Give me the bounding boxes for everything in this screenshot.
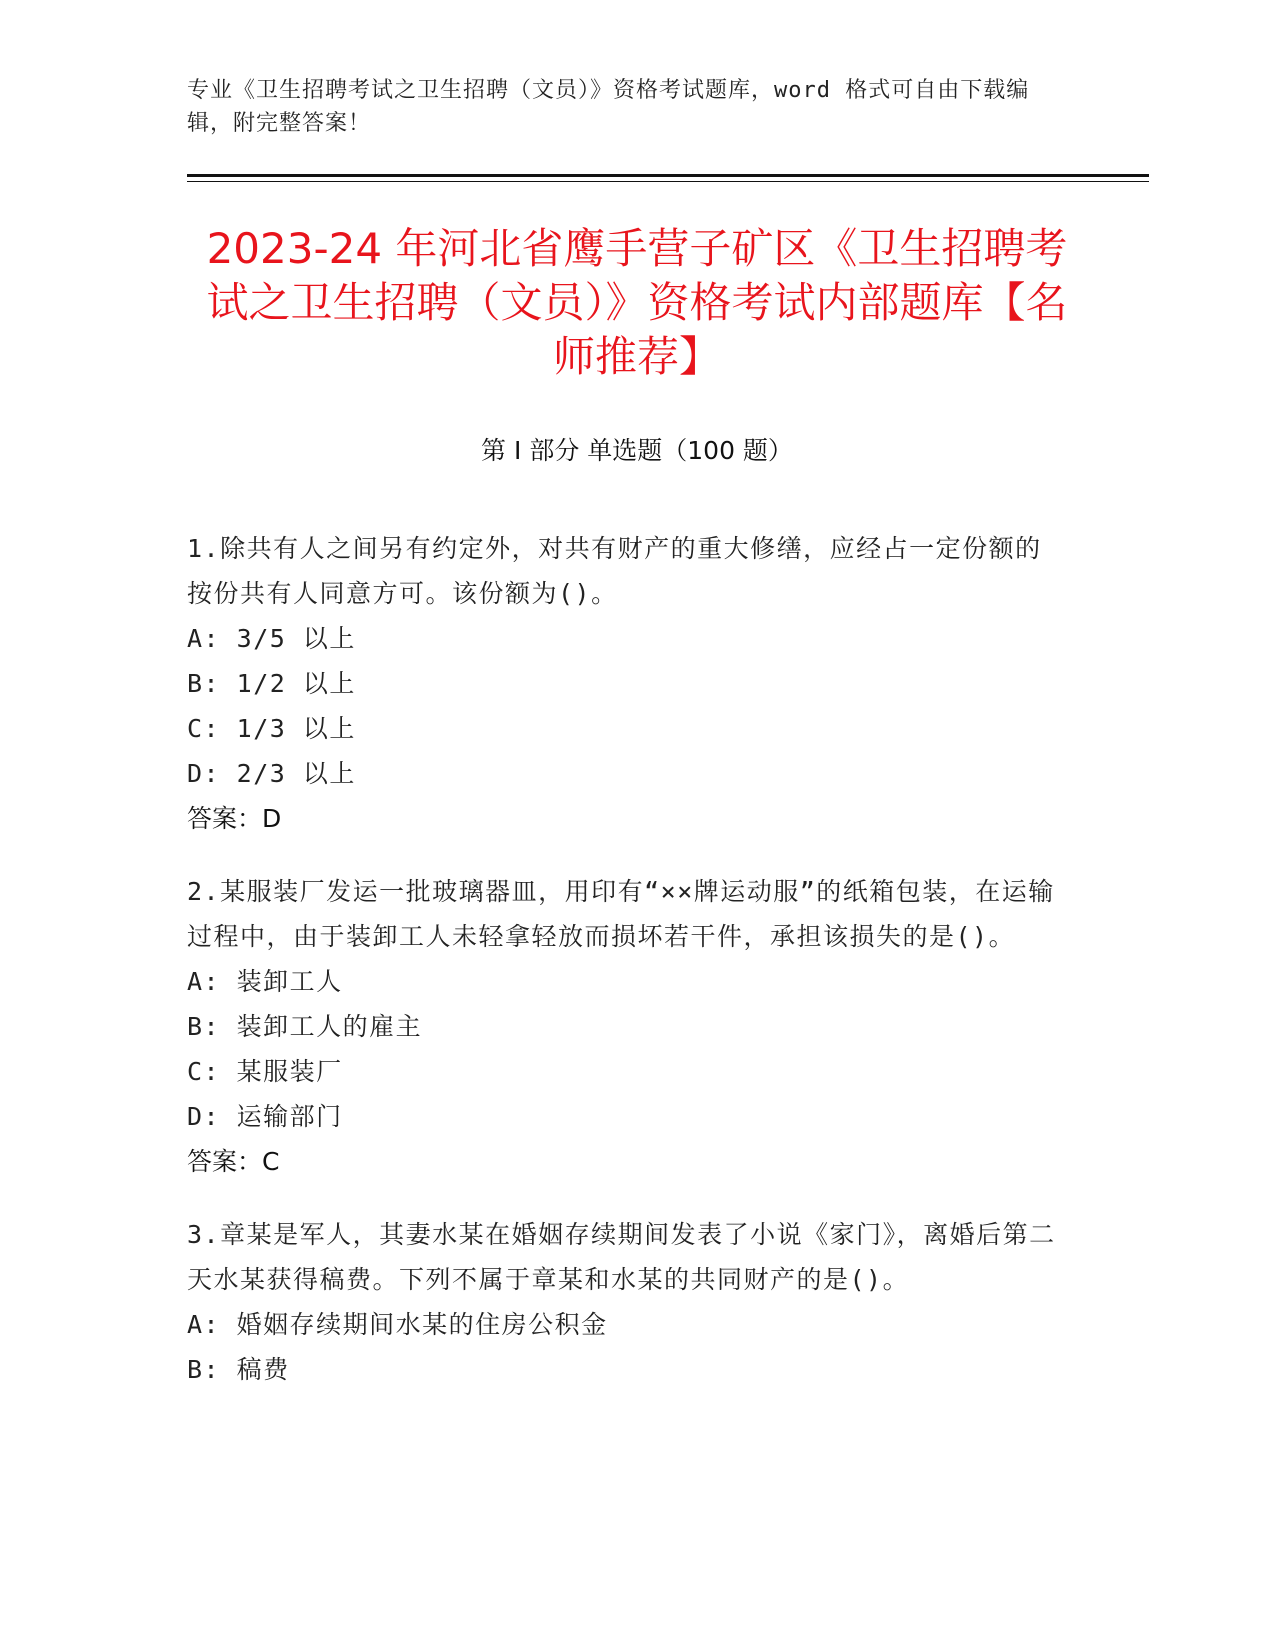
option-c: C: 1/3 以上 [187,714,356,743]
section-heading: 第 I 部分 单选题（100 题） [481,436,793,465]
option-d: D: 运输部门 [187,1102,343,1131]
option-b: B: 装卸工人的雇主 [187,1012,423,1041]
document-title: 2023-24 年河北省鹰手营子矿区《卫生招聘考试之卫生招聘（文员）》资格考试内部题库【名师推荐】 [206,224,1068,381]
question-3 [187,1212,1067,1392]
option-a: A: 3/5 以上 [187,624,356,653]
option-b: B: 1/2 以上 [187,669,356,698]
question-stem: 2.某服装厂发运一批玻璃器皿，用印有“××牌运动服”的纸箱包装，在运输过程中，由于装卸工人未轻拿轻放而损坏若干件，承担该损失的是()。 [187,877,1055,951]
option-b: B: 稿费 [187,1355,290,1384]
header-note: 专业《卫生招聘考试之卫生招聘（文员）》资格考试题库，word 格式可自由下载编辑，附完整答案！ [187,78,1030,136]
answer: 答案：D [187,804,282,833]
question-list [187,526,1067,1420]
header-divider-thick [187,174,1149,177]
answer: 答案：C [187,1147,280,1176]
option-a: A: 婚姻存续期间水某的住房公积金 [187,1310,608,1339]
option-a: A: 装卸工人 [187,967,343,996]
header-divider-thin [187,181,1149,182]
option-c: C: 某服装厂 [187,1057,343,1086]
question-stem: 3.章某是军人，其妻水某在婚姻存续期间发表了小说《家门》，离婚后第二天水某获得稿费。下列不属于章某和水某的共同财产的是()。 [187,1220,1056,1294]
question-1 [187,526,1067,841]
option-d: D: 2/3 以上 [187,759,356,788]
question-stem: 1.除共有人之间另有约定外，对共有财产的重大修缮，应经占一定份额的按份共有人同意方可。该份额为()。 [187,534,1042,608]
question-2 [187,869,1067,1184]
